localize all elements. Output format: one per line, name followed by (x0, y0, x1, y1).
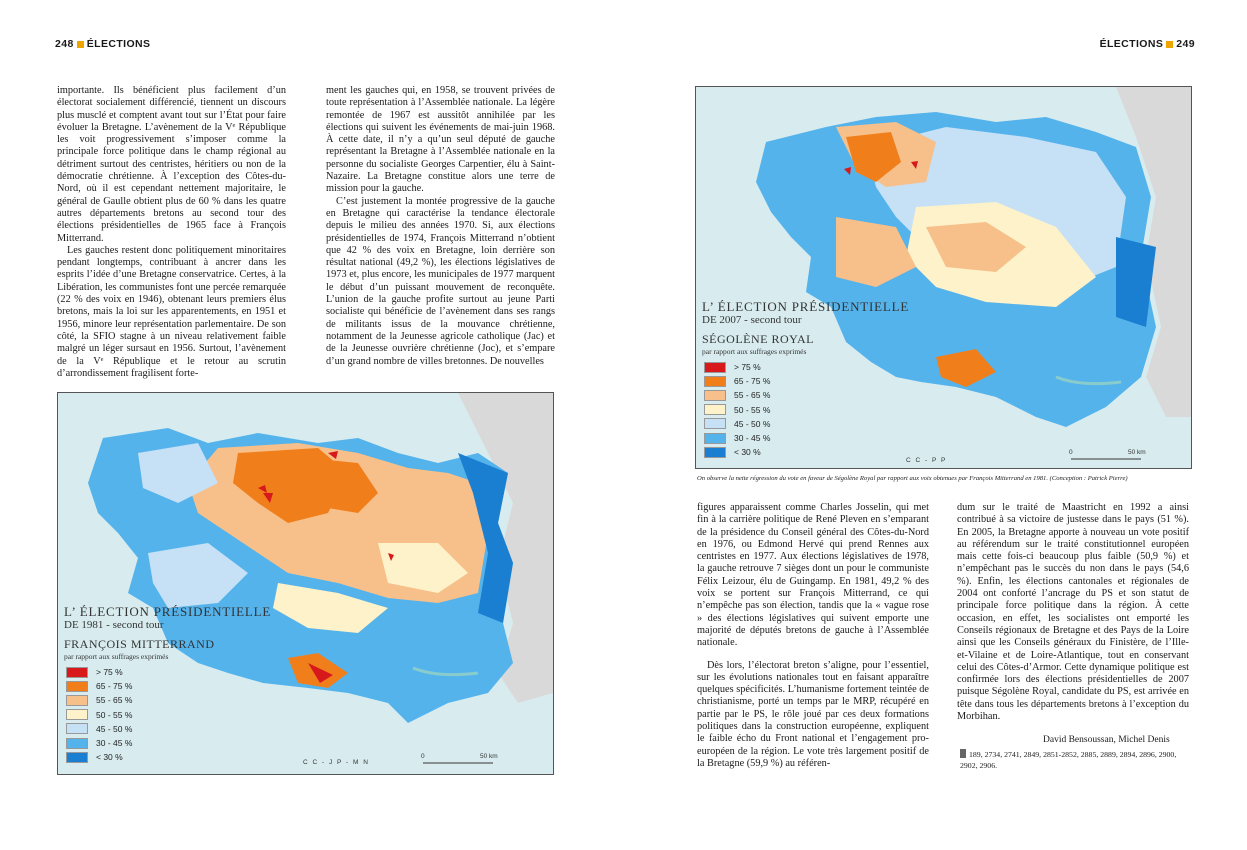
legend-item (704, 388, 770, 402)
map-2007-title-block (702, 300, 909, 356)
right-text-column-1 (697, 502, 929, 770)
left-text-column-1 (57, 85, 286, 380)
legend-swatch (704, 447, 726, 458)
legend-label: 30 - 45 % (734, 433, 771, 444)
legend-swatch (704, 390, 726, 401)
legend-swatch (704, 376, 726, 387)
legend-item (66, 708, 132, 722)
legend-label: 55 - 65 % (96, 695, 133, 706)
legend-item (66, 693, 132, 707)
legend-label: 65 - 75 % (734, 376, 771, 387)
map-1981 (57, 392, 554, 775)
page-number: 249 (1176, 38, 1195, 50)
paragraph: C’est justement la montée progressive de la gauche en Bretagne qui caractérise la tendance électorale depuis le milieu des années 1970. Si, aux élections présidentielles de 1974, François Mitterrand n’obtient que 42 % des voix en Bretagne, loin derrière son résultat national (49,2 %), les élections législatives de 1973 et, plus encore, les municipales de 1977 marquent le début d’un puissant mouvement de reconquête. L’union de la gauche profite surtout au jeune Parti socialiste qui bénéficie de l’avènement dans ses rangs de militants issus de la mouvance chrétienne, notamment de la Jeunesse agricole catholique (Jac) et de la Jeunesse ouvrière chrétienne (Joc), et s’empare d’un grand nombre de villes bretonnes. De nouvelles (326, 195, 555, 367)
legend-swatch (66, 681, 88, 692)
scale-km: 50 km (480, 753, 498, 760)
section-title: ÉLECTIONS (86, 38, 151, 50)
map-candidate: FRANÇOIS MITTERRAND (64, 637, 215, 651)
map-subtitle: DE 1981 - second tour (64, 619, 164, 631)
authors-signature: David Bensoussan, Michel Denis (1043, 735, 1170, 745)
legend-label: 65 - 75 % (96, 681, 133, 692)
section-marker-icon (77, 41, 84, 48)
legend-label: 45 - 50 % (734, 418, 771, 429)
legend-label: 50 - 55 % (734, 404, 771, 415)
paragraph: importante. Ils bénéficient plus facilement d’un électorat socialement différencié, tiennent un discours plus musclé et comptent avant tout sur l’État pour faire évoluer la Bretagne. L’avènement de la Vᵉ République les voit progressivement s’imposer comme la principale force politique dans le champ régional au détriment surtout des centristes, héritiers ou non de la démocratie chrétienne. À l’exception des Côtes-du-Nord, où il est cependant nettement majoritaire, le général de Gaulle obtient plus de 60 % dans les quatre autres départements bretons au second tour des élections présidentielles de 1965 face à François Mitterrand. (57, 85, 286, 244)
legend-item (66, 736, 132, 750)
legend-label: 30 - 45 % (96, 738, 133, 749)
legend-item (704, 445, 770, 459)
legend-item (704, 417, 770, 431)
map-note: par rapport aux suffrages exprimés (702, 347, 807, 356)
legend-label: > 75 % (734, 362, 761, 373)
right-page (624, 0, 1247, 850)
legend-swatch (704, 362, 726, 373)
left-text-column-2 (326, 85, 555, 368)
legend-label: 50 - 55 % (96, 709, 133, 720)
page-number: 248 (55, 38, 74, 50)
legend-swatch (66, 695, 88, 706)
map-subtitle: DE 2007 - second tour (702, 314, 802, 326)
paragraph: dum sur le traité de Maastricht en 1992 a ainsi contribué à sa victoire de justesse dans le pays (51 %). En 2005, la Bretagne apporte à nouveau un vote positif au référendum sur le traité constitutionnel européen mais cette fois-ci beaucoup plus faible (50,9 %) et n’empêchant pas le succès du non dans le pays (54,6 %). Enfin, les élections cantonales et régionales de 2004 ont conforté l’ancrage du PS et son statut de principale force politique dans la région. À cette occasion, en effet, les socialistes ont emporté les Conseils régionaux de Bretagne et des Pays de la Loire ainsi que les Conseils généraux du Finistère, de l’Ille-et-Vilaine et de Loire-Atlantique, tout en conservant celui des Côtes-d’Armor. Cette dynamique politique est confirmée lors des élections présidentielles de 2007 puisque Ségolène Royal, candidate du PS, est arrivée en tête dans tous les départements bretons à l’exception du Morbihan. (957, 502, 1189, 723)
section-title: ÉLECTIONS (1099, 38, 1164, 50)
legend-label: 55 - 65 % (734, 390, 771, 401)
scale-zero: 0 (421, 753, 425, 760)
right-running-head (1100, 38, 1195, 50)
legend-item (66, 679, 132, 693)
section-marker-icon (1166, 41, 1173, 48)
map-1981-title-block (64, 605, 271, 661)
legend-item (66, 750, 132, 764)
paragraph: Les gauches restent donc politiquement minoritaires pendant longtemps, contribuant à ancrer dans les esprits l’idée d’une Bretagne conservatrice. Certes, à la Libération, les communistes font une percée remarquée (22 % des voix en 1946), obtenant leurs premiers élus bretons, mais la loi sur les apparentements, en 1951 et 1956, minore leur représentation parlementaire. De son côté, la SFIO stagne à un niveau relativement faible malgré un léger sursaut en 1956. Surtout, l’avènement de la Vᵉ République et le retour au scrutin d’arrondissement fragilisent forte- (57, 244, 286, 379)
legend-label: > 75 % (96, 667, 123, 678)
legend-item (704, 431, 770, 445)
legend-label: < 30 % (734, 447, 761, 458)
scale-zero: 0 (1069, 449, 1073, 456)
map-candidate: SÉGOLÈNE ROYAL (702, 332, 814, 346)
legend-swatch (66, 667, 88, 678)
paragraph: Dès lors, l’électorat breton s’aligne, pour l’essentiel, sur les évolutions nationales tout en faisant apparaître quelques spécificités. L’humanisme fortement teintée de christianisme, porté un temps par le MRP, récupéré en partie par le PS, le rôle joué par ces deux formations politiques dans la construction européenne, expliquent le faible écho du Front national et l’engagement pro-européen de la région. Le vote très largement positif de la Bretagne (59,9 %) au référen- (697, 659, 929, 769)
map-2007-legend (704, 360, 770, 459)
legend-swatch (66, 709, 88, 720)
right-text-column-2 (957, 502, 1189, 723)
legend-swatch (704, 433, 726, 444)
map-caption: On observe la nette régression du vote en faveur de Ségolène Royal par rapport aux voix obtenues par François Mitterrand en 1981. (Conception : Patrick Pierre) (697, 475, 1128, 482)
left-page (0, 0, 623, 850)
legend-swatch (66, 723, 88, 734)
legend-item (704, 403, 770, 417)
map-note: par rapport aux suffrages exprimés (64, 652, 169, 661)
map-1981-legend (66, 665, 132, 764)
legend-swatch (704, 404, 726, 415)
legend-label: < 30 % (96, 752, 123, 763)
scale-km: 50 km (1128, 449, 1146, 456)
legend-swatch (66, 738, 88, 749)
paragraph: ment les gauches qui, en 1958, se trouvent privées de toute représentation à l’Assemblée nationale. La légère remontée de 1967 est aussitôt annihilée par les élections qui suivent les événements de mai-juin 1968. À cette date, il n’y a qu’un seul député de gauche représentant la Bretagne à l’Assemblée nationale en la personne du socialiste Georges Carpentier, élu à Saint-Nazaire. La Bretagne constitue alors une terre de mission pour la gauche. (326, 85, 555, 195)
legend-swatch (704, 418, 726, 429)
map-title: L’ ÉLECTION PRÉSIDENTIELLE (702, 299, 910, 314)
legend-label: 45 - 50 % (96, 723, 133, 734)
legend-item (704, 360, 770, 374)
map-2007 (695, 86, 1192, 469)
book-icon (960, 749, 966, 758)
map-credit: C C - P P (906, 457, 947, 464)
map-title: L’ ÉLECTION PRÉSIDENTIELLE (64, 604, 272, 619)
map-credit: C C - J P - M N (303, 759, 370, 766)
legend-item (704, 374, 770, 388)
legend-swatch (66, 752, 88, 763)
legend-item (66, 665, 132, 679)
reference-list: 189, 2734, 2741, 2849, 2851-2852, 2885, 2889, 2894, 2896, 2900, 2902, 2906. (960, 750, 1177, 770)
references (960, 749, 1190, 771)
paragraph: figures apparaissent comme Charles Josselin, qui met fin à la carrière politique de René Pleven en s’emparant de la présidence du Conseil général des Côtes-du-Nord en 1976, ou Edmond Hervé qui prend Rennes aux centristes en 1977. Aux élections législatives de 1978, la gauche retrouve 7 sièges dont un pour le communiste Félix Leizour, élu de Guingamp. En 1981, 49,2 % des voix se portent sur François Mitterrand, ce qui n’empêche pas son élection, tandis que la « vague rose » des élections législatives qui suivent emporte une majorité de députés bretons de gauche à l’Assemblée nationale. (697, 502, 929, 649)
left-running-head (55, 38, 150, 50)
legend-item (66, 722, 132, 736)
